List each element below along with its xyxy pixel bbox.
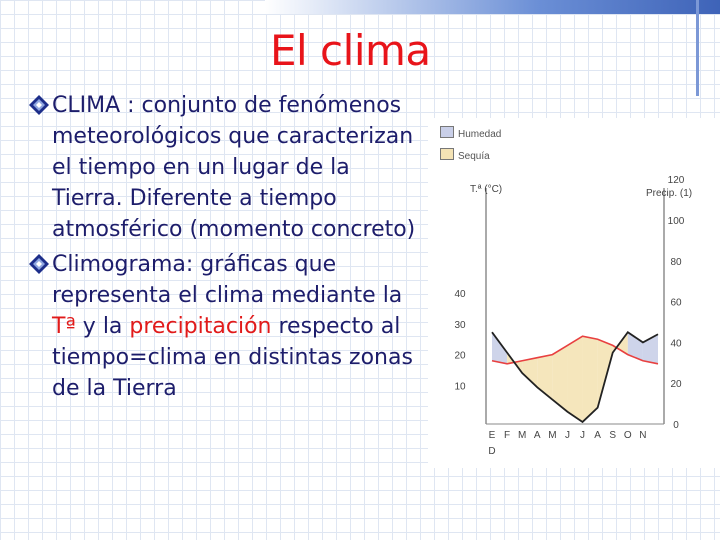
x-tick-label: N xyxy=(639,430,647,441)
highlight-precipitation: precipitación xyxy=(129,314,272,339)
left-tick-label: 10 xyxy=(454,381,466,393)
right-tick-label: 20 xyxy=(670,379,682,391)
x-tick-label: E xyxy=(488,430,496,441)
x-tick-label: S xyxy=(609,430,617,441)
left-tick-label: 20 xyxy=(454,350,466,362)
legend-label: Sequía xyxy=(458,151,490,162)
left-tick-label: 30 xyxy=(454,319,466,331)
x-tick-label: M xyxy=(518,430,527,441)
right-axis-label: Precip. (1) xyxy=(646,188,693,199)
bullet-climograma-definition xyxy=(24,249,419,404)
x-tick-label: J xyxy=(564,430,570,441)
right-accent-bar xyxy=(696,0,699,96)
diamond-bullet-icon xyxy=(28,253,50,275)
bullet-text-middle: y la xyxy=(75,314,130,339)
x-tick-label: J xyxy=(580,430,586,441)
x-tick-label: A xyxy=(594,430,601,441)
humid-area xyxy=(492,332,507,364)
bullet-text-start: Climograma: gráficas que representa el clima mediante la xyxy=(52,252,403,308)
right-tick-label: 80 xyxy=(670,256,682,268)
bullet-list xyxy=(24,90,419,404)
x-tick-label: D xyxy=(488,446,496,457)
right-tick-label: 40 xyxy=(670,338,682,350)
right-tick-label: 60 xyxy=(670,297,682,309)
x-tick-label: F xyxy=(504,430,511,441)
right-tick-label: 100 xyxy=(667,216,685,227)
bullet-clima-definition xyxy=(24,90,419,245)
dry-area xyxy=(567,336,582,422)
right-tick-label: 0 xyxy=(673,420,679,431)
climograma-chart xyxy=(428,118,720,468)
bullet-text-end: respecto al tiempo=clima en distintas zonas de la Tierra xyxy=(52,314,413,401)
x-tick-label: M xyxy=(548,430,557,441)
right-tick-label: 120 xyxy=(667,175,685,187)
left-axis-label: T.ª (°C) xyxy=(470,184,503,195)
x-tick-label: A xyxy=(533,430,541,441)
top-accent-bar xyxy=(265,0,720,14)
diamond-bullet-icon xyxy=(28,94,50,116)
x-tick-label: O xyxy=(623,430,632,441)
slide-title: El clima xyxy=(270,26,431,75)
bullet-text: CLIMA : conjunto de fenómenos meteorológicos que caracterizan el tiempo en un lugar de la Tierra. Diferente a tiempo atmosférico (momento concreto) xyxy=(52,93,416,242)
dry-area xyxy=(522,358,537,388)
chart-plot xyxy=(428,118,720,468)
highlight-temperature: Tª xyxy=(52,314,76,339)
left-tick-label: 40 xyxy=(454,289,466,301)
legend-label: Humedad xyxy=(458,129,502,140)
